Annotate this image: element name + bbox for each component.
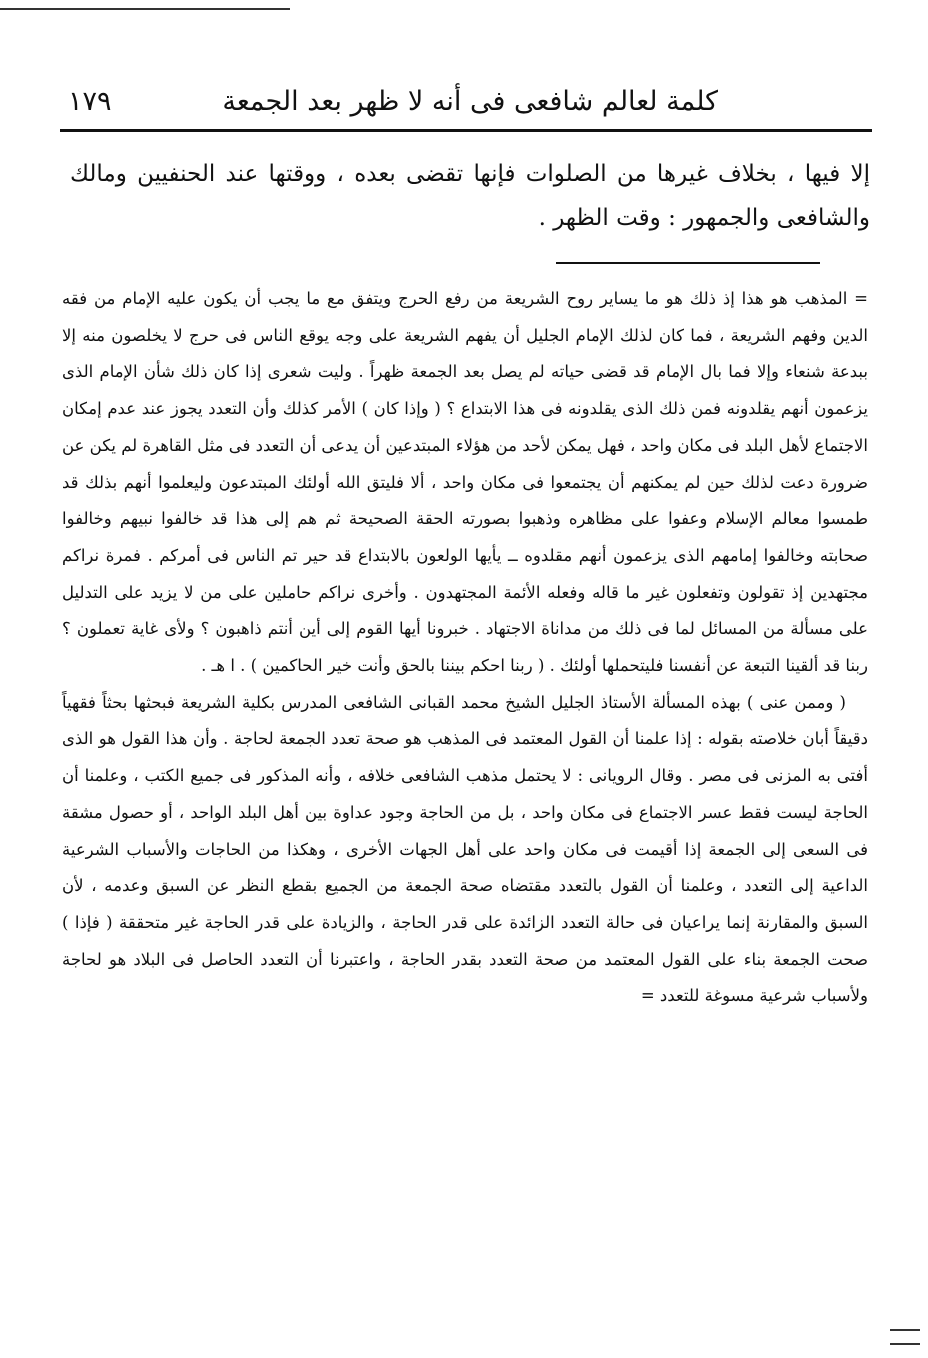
scan-edge-mark-bottom-2	[890, 1343, 920, 1345]
main-text-block	[70, 152, 870, 240]
header-rule	[60, 129, 872, 132]
footnote-paragraph-1: = المذهب هو هذا إذ ذلك هو ما يساير روح الشريعة من رفع الحرج ويتفق مع ما يجب أن يكون عليه الإمام من فقه الدين وفهم الشريعة ، فما كان لذلك الإمام الجليل أن يفهم الشريعة على وجه يوقع الناس فى حرج لا يخلصون منه إلا ببدعة شنعاء وإلا فما بال الإمام قد قضى حياته لم يصل بعد الجمعة ظهراً . وليت شعرى إذا كان ذلك شأن الإمام الذى يزعمون أنهم يقلدونه فمن ذلك الذى يقلدونه فى هذا الابتداع ؟ ( وإذا كان ) الأمر كذلك وأن التعدد يجوز عند عدم إمكان الاجتماع لأهل البلد فى مكان واحد ، فهل يمكن لأحد من هؤلاء المبتدعين أن يدعى أن التعدد فى مثل القاهرة لم يكن عن ضرورة دعت لذلك حين لم يمكنهم أن يجتمعوا فى مكان واحد ، ألا فليتق الله أولئك المبتدعون وليعلموا أنهم بذلك قد طمسوا معالم الإسلام وعفوا على مظاهره وذهبوا بصورته الحقة الصحيحة ثم هم إلى هذا قد خالفوا نبيهم وخالفوا صحابته وخالفوا إمامهم الذى يزعمون أنهم مقلدوه ــ يأيها الولعون بالابتداع قد حير تم الناس فى أمركم . فمرة نراكم مجتهدين إذ تقولون وتفعلون غير ما قاله وفعله الأئمة المجتهدون . وأخرى نراكم حاملين على من لا يزيد على التدليل على مسألة من المسائل لما فى ذلك من مداناة الاجتهاد . خبرونا أيها القوم إلى أين أنتم ذاهبون ؟ ولأى غاية تعملون ؟ ربنا قد ألقينا التبعة عن أنفسنا فليتحملها أولئك . ( ربنا احكم بيننا بالحق وأنت خير الحاكمين ) . ا هـ .	[62, 289, 868, 676]
page-number: ١٧٩	[68, 86, 112, 117]
page-header	[60, 84, 868, 124]
scan-edge-mark-bottom-1	[890, 1329, 920, 1331]
footnote-separator	[556, 262, 820, 264]
main-paragraph: إلا فيها ، بخلاف غيرها من الصلوات فإنها تقضى بعده ، ووقتها عند الحنفيين ومالك والشافعى والجمهور : وقت الظهر .	[70, 161, 870, 231]
running-title: كلمة لعالم شافعى فى أنه لا ظهر بعد الجمعة	[222, 86, 718, 117]
footnotes-block	[62, 281, 868, 1015]
footnote-paragraph-2: ( وممن عنى ) بهذه المسألة الأستاذ الجليل الشيخ محمد القبانى الشافعى المدرس بكلية الشريعة فبحثها بحثاً فقهياً دقيقاً أبان خلاصته بقوله : إذا علمنا أن القول المعتمد فى المذهب هو صحة تعدد الجمعة لحاجة . وأن هذا القول هو الذى أفتى به المزنى فى مصر . وقال الرويانى : لا يحتمل مذهب الشافعى خلافه ، وأنه المذكور فى جميع الكتب ، وعلمنا أن الحاجة ليست فقط عسر الاجتماع فى مكان واحد ، بل من الحاجة وجود عداوة بين أهل البلد الواحد ، أو حصول مشقة فى السعى إلى الجمعة إذا أقيمت فى مكان واحد على أهل الجهات الأخرى ، وهكذا من الحاجات والأسباب الشرعية الداعية إلى التعدد ، وعلمنا أن القول بالتعدد مقتضاه صحة الجمعة من الجميع بقطع النظر عن السبق وعدمه ، لأن السبق والمقارنة إنما يراعيان فى حالة التعدد الزائدة على قدر الحاجة ، والزيادة على قدر الحاجة غير متحققة ( فإذا ) صحت الجمعة بناء على القول المعتمد من صحة التعدد بقدر الحاجة ، واعتبرنا أن التعدد الحاصل فى البلاد هو لحاجة ولأسباب شرعية مسوغة للتعدد =	[62, 692, 868, 1006]
scan-edge-mark-top	[0, 8, 290, 10]
